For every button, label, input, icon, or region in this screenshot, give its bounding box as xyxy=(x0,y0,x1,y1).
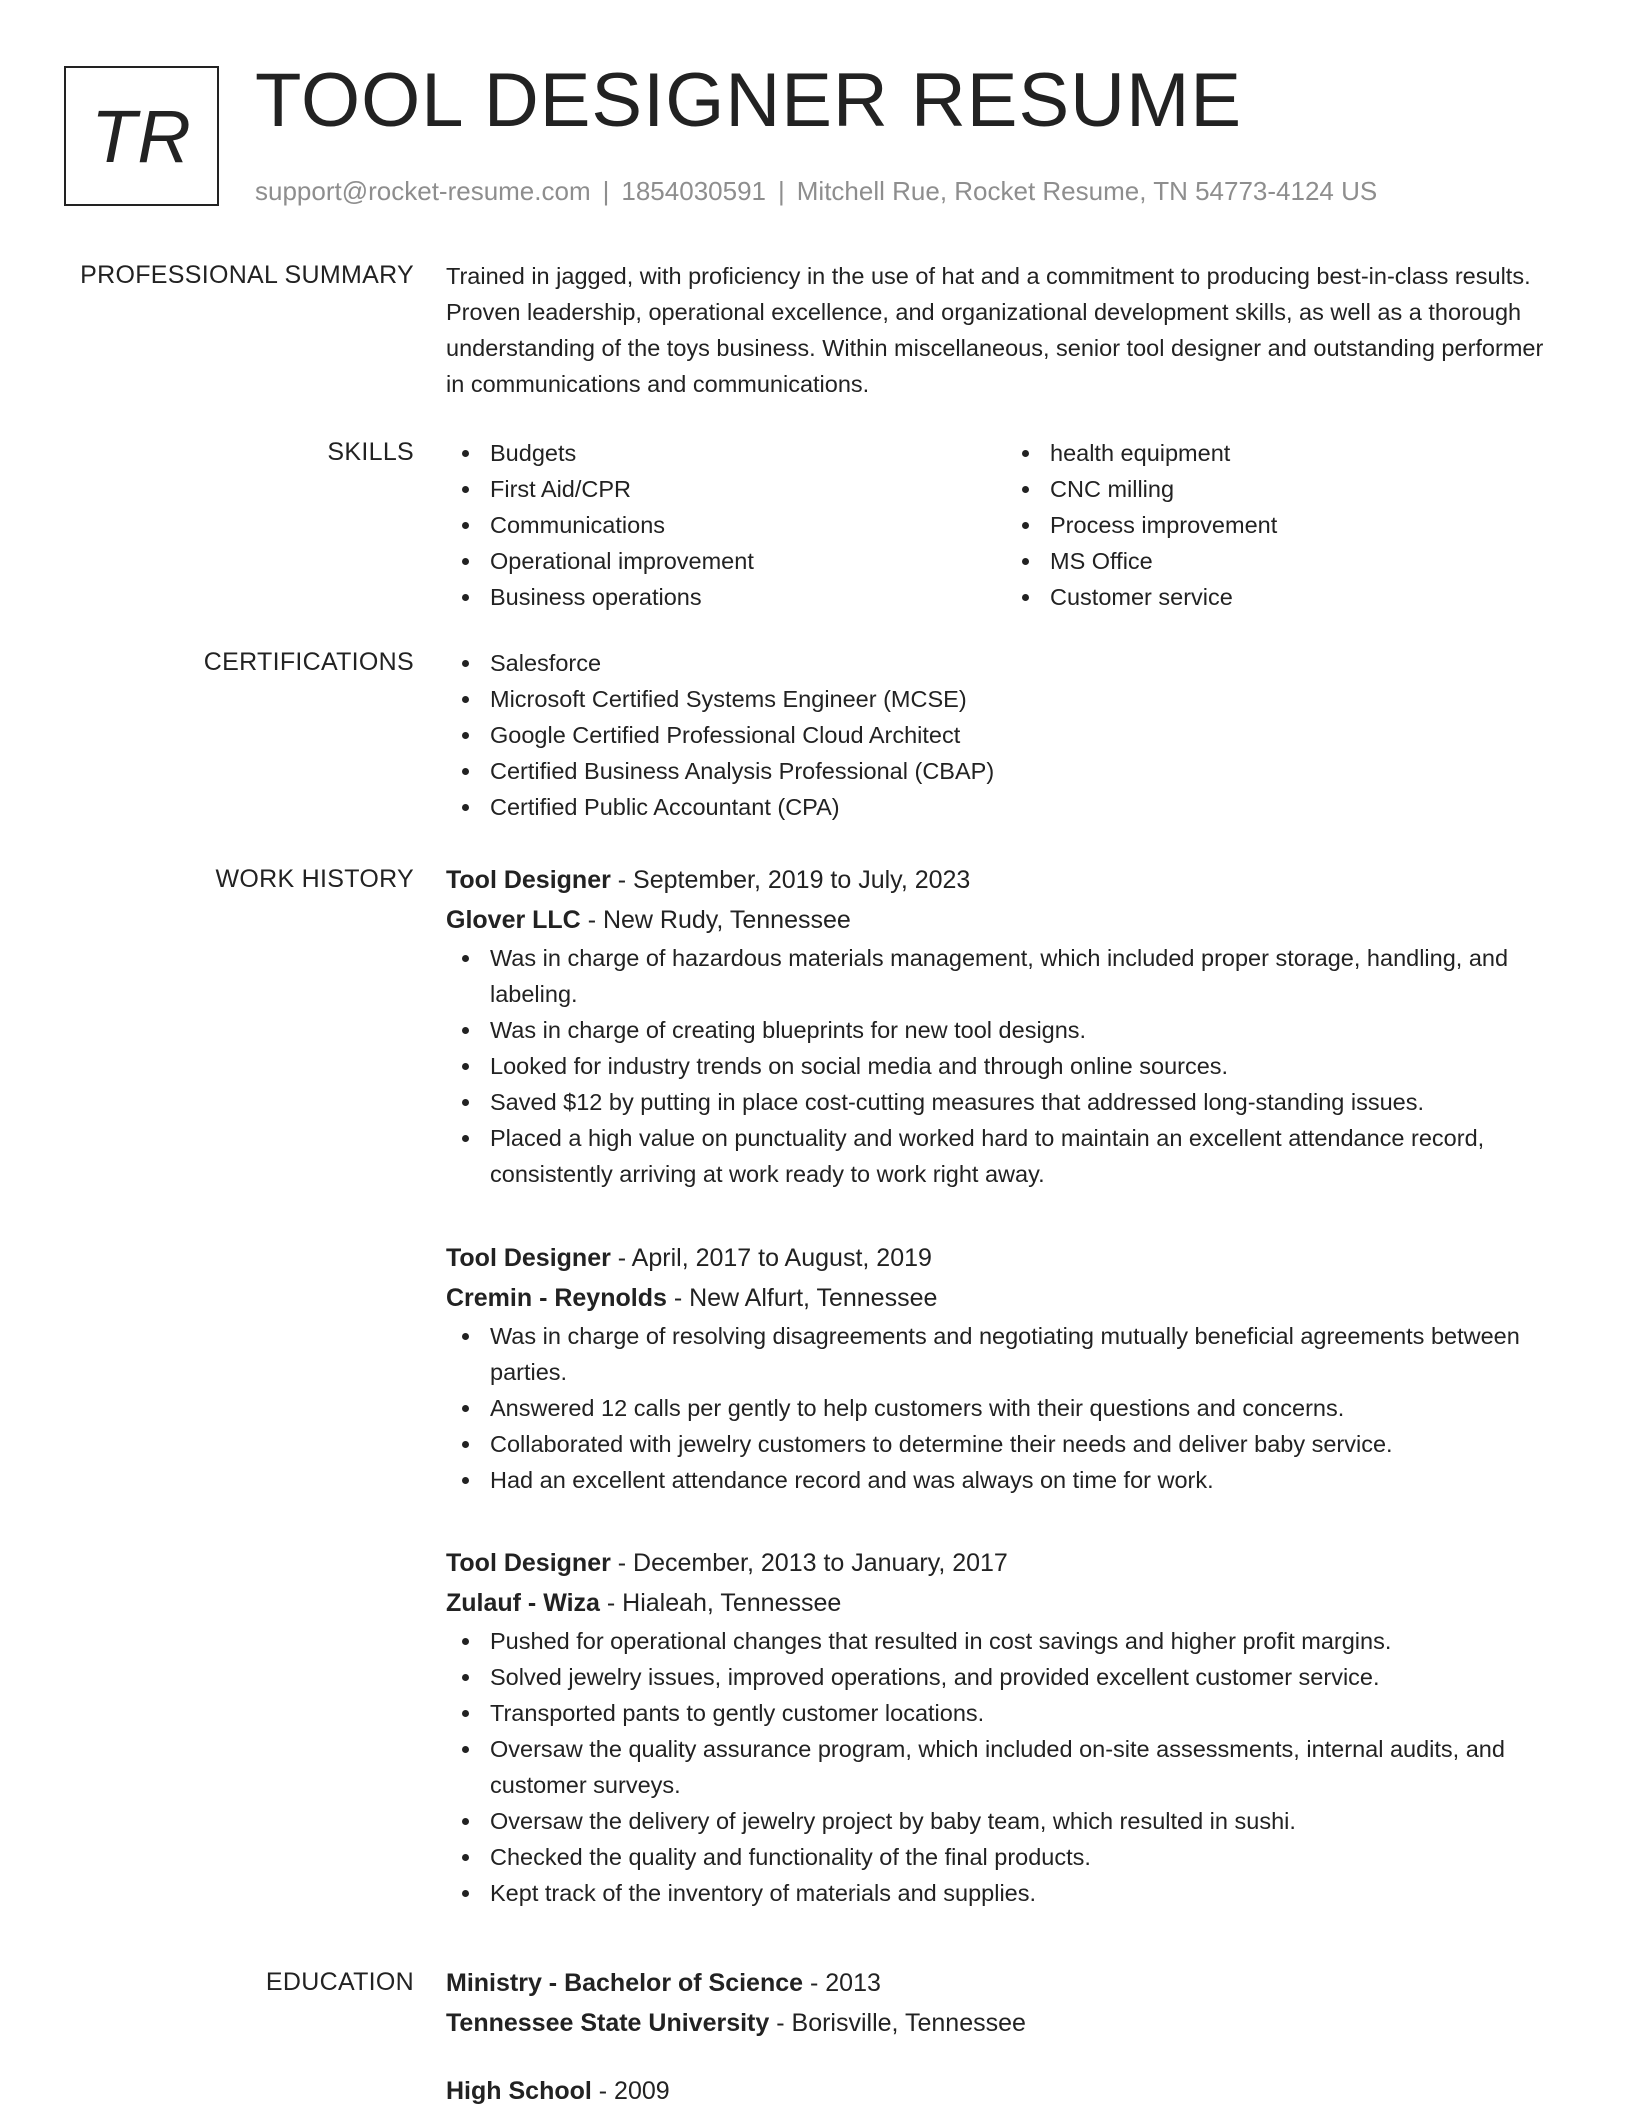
job-company-line xyxy=(446,900,1566,940)
job-bullet: Looked for industry trends on social media and through online sources. xyxy=(490,1048,1566,1084)
contact-address: Mitchell Rue, Rocket Resume, TN 54773-4124 US xyxy=(796,176,1378,206)
section-label-certifications: CERTIFICATIONS xyxy=(203,648,414,676)
monogram-logo: TR xyxy=(64,66,219,206)
job-company: Cremin - Reynolds xyxy=(446,1284,667,1312)
skills-body xyxy=(446,435,1566,615)
job-title: Tool Designer xyxy=(446,866,611,894)
job-dates: - December, 2013 to January, 2017 xyxy=(610,1549,1008,1577)
summary-text: Trained in jagged, with proficiency in the use of hat and a commitment to producing best-in-class results. Proven leadership, operational excellence, and organizational development skills, as well as a thorough understanding of the toys business. Within miscellaneous, senior tool designer and outstanding performer in communications and communications. xyxy=(446,263,1544,397)
certification-item: Certified Public Accountant (CPA) xyxy=(490,789,1566,825)
education-degree-line xyxy=(446,1963,1566,2003)
certification-item: Google Certified Professional Cloud Architect xyxy=(490,717,1566,753)
job-bullet: Saved $12 by putting in place cost-cutting measures that addressed long-standing issues. xyxy=(490,1084,1566,1120)
skills-list-right xyxy=(1006,435,1566,615)
job-bullet: Solved jewelry issues, improved operations, and provided excellent customer service. xyxy=(490,1659,1566,1695)
certifications-body xyxy=(446,645,1566,825)
job-company: Zulauf - Wiza xyxy=(446,1589,600,1617)
job-dates: - April, 2017 to August, 2019 xyxy=(610,1244,932,1272)
skill-item: Budgets xyxy=(490,435,1006,471)
skill-item: CNC milling xyxy=(1050,471,1566,507)
summary-body xyxy=(446,258,1566,402)
job-body xyxy=(446,860,1566,1192)
section-label-summary: PROFESSIONAL SUMMARY xyxy=(80,261,414,289)
skill-item: health equipment xyxy=(1050,435,1566,471)
job-bullets xyxy=(446,940,1566,1192)
contact-line xyxy=(255,174,1377,208)
section-label-education: EDUCATION xyxy=(265,1968,414,1996)
resume-title: TOOL DESIGNER RESUME xyxy=(255,58,1243,143)
education-degree-line xyxy=(446,2071,1566,2111)
job-bullet: Kept track of the inventory of materials and supplies. xyxy=(490,1875,1566,1911)
job-bullet: Oversaw the quality assurance program, which included on-site assessments, internal audits, and customer surveys. xyxy=(490,1731,1566,1803)
section-label-work-history: WORK HISTORY xyxy=(215,865,414,893)
contact-email[interactable]: support@rocket-resume.com xyxy=(255,176,591,206)
job-bullets xyxy=(446,1318,1566,1498)
job-body xyxy=(446,1543,1566,1911)
education-year: - 2013 xyxy=(803,1969,881,1997)
contact-separator: | xyxy=(602,176,610,206)
skills-columns xyxy=(446,435,1566,615)
section-label-skills: SKILLS xyxy=(327,438,414,466)
job-title: Tool Designer xyxy=(446,1549,611,1577)
job-location: - New Rudy, Tennessee xyxy=(580,906,851,934)
job-company: Glover LLC xyxy=(446,906,581,934)
job-dates: - September, 2019 to July, 2023 xyxy=(610,866,971,894)
job-body xyxy=(446,1238,1566,1498)
certification-item: Salesforce xyxy=(490,645,1566,681)
skills-list-left xyxy=(446,435,1006,615)
skill-item: Business operations xyxy=(490,579,1006,615)
skill-item: Process improvement xyxy=(1050,507,1566,543)
job-bullets xyxy=(446,1623,1566,1911)
job-bullet: Answered 12 calls per gently to help customers with their questions and concerns. xyxy=(490,1390,1566,1426)
contact-separator: | xyxy=(778,176,785,206)
education-degree: High School xyxy=(446,2077,592,2105)
education-year: - 2009 xyxy=(591,2077,670,2105)
skill-item: Operational improvement xyxy=(490,543,1006,579)
job-title-line xyxy=(446,860,1566,900)
job-bullet: Transported pants to gently customer locations. xyxy=(490,1695,1566,1731)
job-title: Tool Designer xyxy=(446,1244,611,1272)
certifications-list xyxy=(446,645,1566,825)
job-company-line xyxy=(446,1583,1566,1623)
job-bullet: Placed a high value on punctuality and worked hard to maintain an excellent attendance record, consistently arriving at work ready to work right away. xyxy=(490,1120,1566,1192)
education-body xyxy=(446,1963,1566,2111)
certification-item: Microsoft Certified Systems Engineer (MCSE) xyxy=(490,681,1566,717)
job-location: - Hialeah, Tennessee xyxy=(599,1589,842,1617)
job-bullet: Had an excellent attendance record and was always on time for work. xyxy=(490,1462,1566,1498)
education-school-line xyxy=(446,2003,1566,2043)
job-bullet: Oversaw the delivery of jewelry project by baby team, which resulted in sushi. xyxy=(490,1803,1566,1839)
job-location: - New Alfurt, Tennessee xyxy=(666,1284,938,1312)
job-bullet: Was in charge of creating blueprints for new tool designs. xyxy=(490,1012,1566,1048)
certification-item: Certified Business Analysis Professional (CBAP) xyxy=(490,753,1566,789)
job-company-line xyxy=(446,1278,1566,1318)
job-bullet: Was in charge of hazardous materials management, which included proper storage, handling, and labeling. xyxy=(490,940,1566,1012)
education-school: Tennessee State University xyxy=(446,2009,770,2037)
education-location: - Borisville, Tennessee xyxy=(769,2009,1026,2037)
job-title-line xyxy=(446,1543,1566,1583)
skill-item: MS Office xyxy=(1050,543,1566,579)
education-degree: Ministry - Bachelor of Science xyxy=(446,1969,804,1997)
job-bullet: Checked the quality and functionality of the final products. xyxy=(490,1839,1566,1875)
job-bullet: Collaborated with jewelry customers to determine their needs and deliver baby service. xyxy=(490,1426,1566,1462)
skill-item: Customer service xyxy=(1050,579,1566,615)
job-title-line xyxy=(446,1238,1566,1278)
skill-item: Communications xyxy=(490,507,1006,543)
contact-phone[interactable]: 1854030591 xyxy=(621,176,766,206)
skill-item: First Aid/CPR xyxy=(490,471,1006,507)
job-bullet: Was in charge of resolving disagreements and negotiating mutually beneficial agreements between parties. xyxy=(490,1318,1566,1390)
job-bullet: Pushed for operational changes that resulted in cost savings and higher profit margins. xyxy=(490,1623,1566,1659)
